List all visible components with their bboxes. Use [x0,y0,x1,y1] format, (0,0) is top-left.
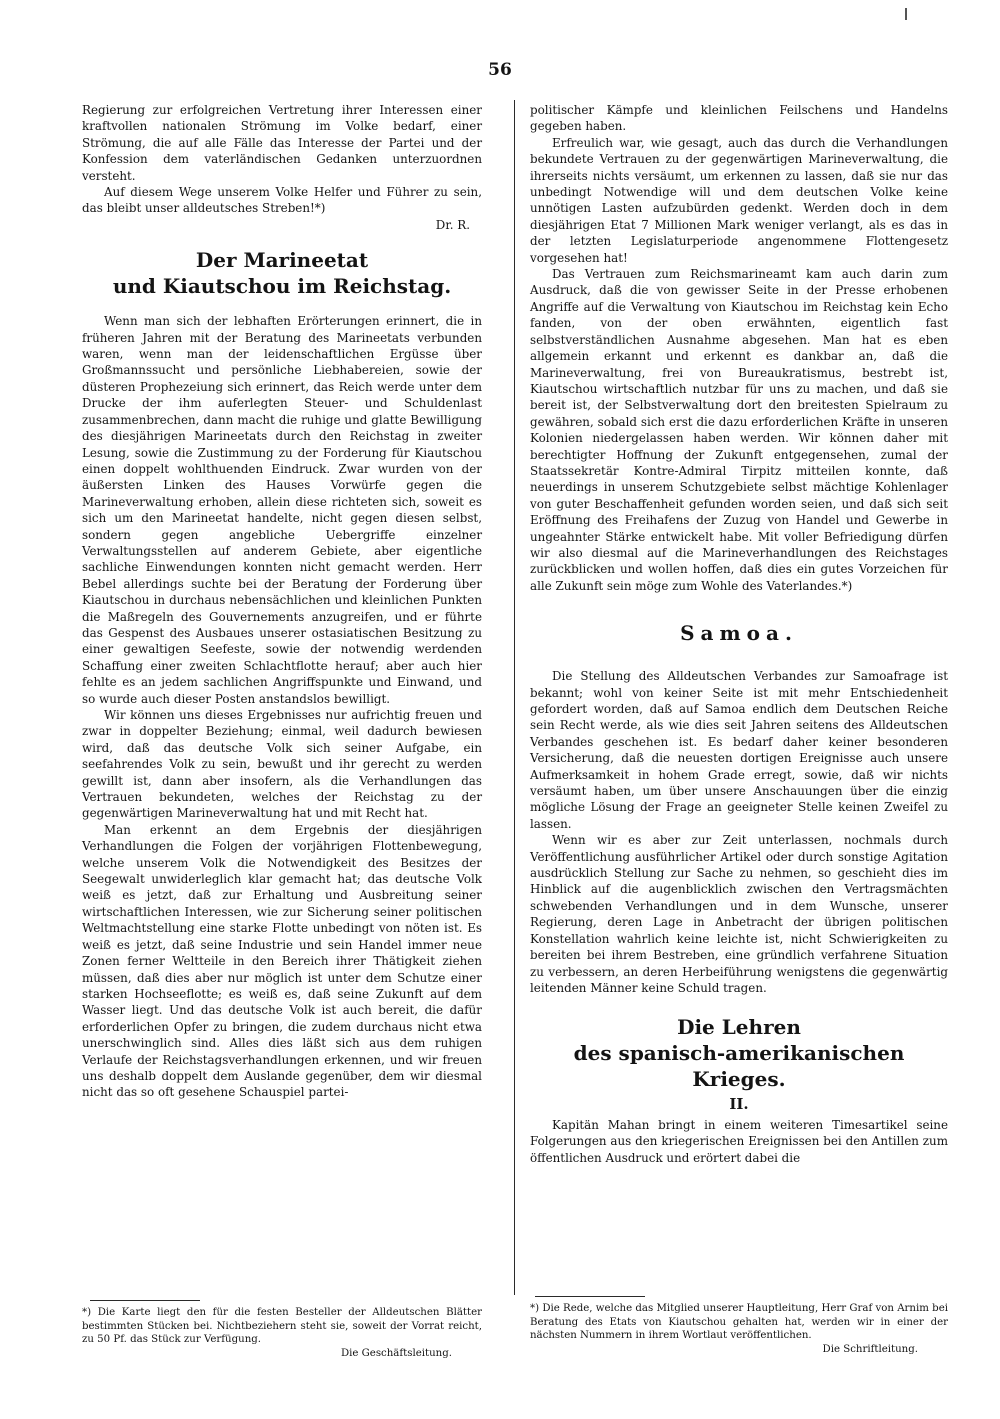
article-paragraph: Das Vertrauen zum Reichsmarineamt kam auch darin zum Ausdruck, daß die von gewisser Seite in der Presse erhobenen Angriffe auf die Verwaltung von Kiautschou im Reichstag kein Echo fanden, von der oben erwähnten, eigentlich fast selbstverständlichen Ausnahme abgesehen. Man hat es eben allgemein erkannt und erkennt es dankbar an, daß die Marineverwaltung, frei von Bureaukratismus, bestrebt ist, Kiautschou wirtschaftlich nutzbar für uns zu machen, und daß sie bereit ist, der Selbstverwaltung dort den breitesten Spielraum zu gewähren, sobald sich erst die dazu erforderlichen Kräfte in unseren Kolonien niedergelassen haben werden. Wir können daher mit berechtigter Hoffnung der Zukunft entgegensehen, zumal der Staatssekretär Kontre-Admiral Tirpitz mitteilen konnte, daß neuerdings in unserem Schutzgebiete selbst mächtige Kohlenlager von guter Beschaffenheit gefunden worden seien, und daß sich seit Eröffnung des Freihafens der Zuzug von Handel und Gewerbe in ungeahnter Stärke entwickelt habe. Mit voller Befriedigung dürfen wir also diesmal auf die Marineverhandlungen des Reichstages zurückblicken und wollen hoffen, daß dies ein gutes Vorzeichen für alle Zukunft sein möge zum Wohle des Vaterlandes.*) [530,267,948,593]
intro-paragraph: Auf diesem Wege unserem Volke Helfer und Führer zu sein, das bleibt unser alldeutsches Streben!*) [82,185,482,216]
heading-line: Die Lehren [677,1015,801,1040]
intro-paragraph: Regierung zur erfolgreichen Vertretung ihrer Interessen einer kraftvollen nationalen Strömung im Volke bedarf, einer Strömung, die auf alle Fälle das Interesse der Partei und der Konfession dem vaterländischen Gedanken unterzuordnen versteht. [82,103,482,183]
article-paragraph: Man erkennt an dem Ergebnis der diesjährigen Verhandlungen die Folgen der vorjährigen Flottenbewegung, welche unserem Volk die Notwendigkeit des Besitzes der Seegewalt unwiderleglich klar gemacht hat; das deutsche Volk weiß es jetzt, daß zur Erhaltung und Ausbreitung seiner wirtschaftlichen Interessen, wie zur Sicherung seiner politischen Weltmachtstellung eine starke Flotte unbedingt von nöten ist. Es weiß es jetzt, daß seine Industrie und sein Handel immer neue Zonen ferner Weltteile in den Bereich ihrer Thätigkeit ziehen müssen, daß dies aber nur möglich ist unter dem Schutze einer starken Hochseeflotte; es weiß es, daß seine Zukunft auf dem Wasser liegt. Und das deutsche Volk ist auch bereit, die dafür erforderlichen Opfer zu bringen, die zudem durchaus nicht etwa unerschwinglich sind. Alles dies läßt sich aus dem ruhigen Verlaufe der Reichstagsverhandlungen erkennen, und wir freuen uns deshalb doppelt dem Auslande gegenüber, dem wir diesmal nicht das so oft gesehene Schauspiel partei- [82,822,482,1100]
article-heading-samoa: Samoa. [680,621,798,646]
article-paragraph: Wir können uns dieses Ergebnisses nur aufrichtig freuen und zwar in doppelter Beziehung; einmal, weil dadurch bewiesen wird, daß das deutsche Volk sich seiner Aufgabe, ein seefahrendes Volk zu sein, bewußt und ihr gerecht zu werden gewillt ist, dann aber insofern, als die Verhandlungen das Vertrauen bekundeten, welches der Reichstag zu der gegenwärtigen Marineverwaltung hat und mit Recht hat. [82,708,482,821]
heading-line: und Kiautschou im Reichstag. [112,274,452,299]
article-heading-marineetat [82,247,482,299]
article-paragraph: Wenn wir es aber zur Zeit unterlassen, nochmals durch Veröffentlichung ausführlicher Artikel oder durch sonstige Agitation ausdrücklich Stellung zur Sache zu nehmen, so geschieht dies im Hinblick auf die augenblicklich zwischen den Vertragsmächten schwebenden Verhandlungen und in dem Wunsche, unserer Regierung, deren Lage in Anbetracht der übrigen politischen Konstellation wahrlich keine leichte ist, nicht Schwierigkeiten zu bereiten bei ihrem Bestreben, eine gründlich verfahrene Situation zu verbessern, an deren Herbeiführung wenigstens die gegenwärtig leitenden Männer keine Schuld tragen. [530,833,948,995]
article-paragraph: Die Stellung des Alldeutschen Verbandes zur Samoafrage ist bekannt; wohl von keiner Seite ist mit mehr Entschiedenheit gefordert worden, daß auf Samoa endlich dem Deutschen Reiche sein Recht werde, als wie dies seit Jahren seitens des Alldeutschen Verbandes geschehen ist. Es bedarf daher keiner besonderen Versicherung, daß die neuesten dortigen Ereignisse auch unsere Aufmerksamkeit in hohem Grade erregt, sowie, daß wir nichts versäumt haben, um über unsere Anschauungen über die einzig mögliche Lösung der Frage an geeigneter Stelle keinen Zweifel zu lassen. [530,669,948,831]
article-paragraph: politischer Kämpfe und kleinlichen Feilschens und Handelns gegeben haben. [530,103,948,134]
article-paragraph: Kapitän Mahan bringt in einem weiteren Timesartikel seine Folgerungen aus den kriegerischen Ereignissen bei den Antillen zum öffentlichen Ausdruck und erörtert dabei die [530,1117,948,1165]
footnote-signature: Die Geschäftsleitung. [340,1347,452,1359]
footnote-rule [90,1300,200,1301]
heading-line: Der Marineetat [195,248,369,273]
heading-line: des spanisch-amerikanischen Krieges. [573,1041,905,1092]
page-number: 56 [488,60,512,80]
footnote-left [82,1306,482,1360]
footnote-text: *) Die Rede, welche das Mitglied unserer Hauptleitung, Herr Graf von Arnim bei Beratung des Etats von Kiautschou gehalten hat, werden wir in einer der nächsten Nummern in ihrem Wortlaut veröffentlichen. [530,1303,948,1341]
footnote-text: *) Die Karte liegt den für die festen Besteller der Alldeutschen Blätter bestimmten Stücken bei. Nichtbeziehern steht sie, soweit der Vorrat reicht, zu 50 Pf. das Stück zur Verfügung. [82,1307,482,1345]
column-divider [514,100,515,1295]
left-column [82,102,482,1101]
author-signature: Dr. R. [435,217,470,232]
footnote-right [530,1302,948,1356]
article-paragraph: Erfreulich war, wie gesagt, auch das durch die Verhandlungen bekundete Vertrauen zu der gegenwärtigen Marineverwaltung, die ihrerseits nichts versäumt, um erkennen zu lassen, daß sie nur das unbedingt Notwendige will und dem deutschen Volke keine unnötigen Lasten aufzubürden gedenkt. Werden doch in dem diesjährigen Etat 7 Millionen Mark weniger verlangt, als es das in der letzten Legislaturperiode angenommene Flottengesetz vorgesehen hat! [530,135,948,265]
right-column [530,102,948,1166]
article-paragraph: Wenn man sich der lebhaften Erörterungen erinnert, die in früheren Jahren mit der Beratung des Marineetats verbunden waren, wenn man der leidenschaftlichen Ergüsse über Großmannssucht und persönliche Liebhabereien, sowie der düsteren Prophezeiung sich erinnert, das Reich werde unter dem Drucke der ihm auferlegten Steuer- und Schuldenlast zusammenbrechen, dann macht die ruhige und glatte Bewilligung des diesjährigen Marineetats durch den Reichstag in zweiter Lesung, sowie die Zustimmung zu der Forderung für Kiautschou einen doppelt wohlthuenden Eindruck. Zwar wurden von der äußersten Linken des Hauses Vorwürfe gegen die Marineverwaltung erhoben, allein diese richteten sich, soweit es sich um den Marineetat handelte, nicht gegen diesen selbst, sondern gegen angebliche Uebergriffe einzelner Verwaltungsstellen auf anderem Gebiete, aber eigentliche sachliche Einwendungen konnten nicht gemacht werden. Herr Bebel allerdings suchte bei der Beratung der Forderung über Kiautschou in durchaus nebensächlichen und kleinlichen Punkten die Maßregeln des Gouvernements anzugreifen, und er führte das Gespenst des Ausbaues unserer ostasiatischen Besitzung zu einer gewaltigen Seefeste, sowie der notwendig werdenden Schaffung einer zweiten Schlachtflotte herauf; aber auch hier fehlte es an jedem sachlichen Angriffspunkte und Einwand, und so wurde auch dieser Posten anstandslos bewilligt. [82,314,482,706]
margin-mark [905,8,907,20]
footnote-signature: Die Schriftleitung. [822,1343,918,1355]
section-numeral: II. [729,1095,749,1114]
article-heading-lehren [530,1014,948,1092]
footnote-rule [535,1296,645,1297]
